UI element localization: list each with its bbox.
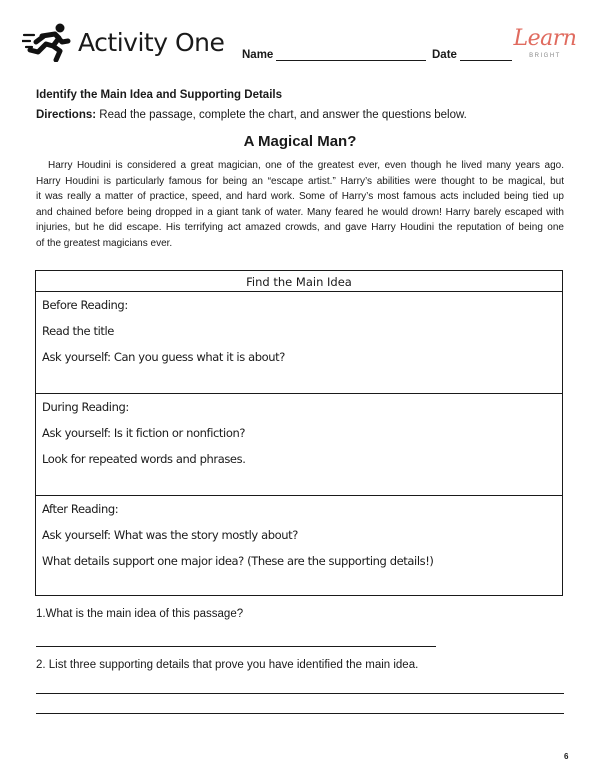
running-person-icon bbox=[22, 22, 72, 62]
directions-label: Directions: bbox=[36, 109, 97, 121]
name-label: Name bbox=[242, 49, 274, 61]
chart-row: What details support one major idea? (These are the supporting details!) bbox=[42, 554, 434, 568]
passage-line: of the greatest magicians ever. bbox=[36, 237, 173, 249]
story-title: A Magical Man? bbox=[243, 133, 357, 150]
passage-line: Harry Houdini is particularly famous for being an “escape artist.” Harry’s abilities were thought to be magical, but bbox=[36, 175, 564, 187]
directions-text: Read the passage, complete the chart, and answer the questions below. bbox=[99, 109, 467, 121]
question-1: 1.What is the main idea of this passage? bbox=[36, 608, 244, 620]
passage-line: and chained before being dropped in a giant tank of water. Many feared he would drown! Harry barely escaped with bbox=[36, 206, 564, 218]
chart-row: After Reading: bbox=[42, 502, 119, 516]
chart-row: Ask yourself: What was the story mostly about? bbox=[42, 528, 298, 542]
activity-title: Activity One bbox=[78, 28, 225, 57]
answer-2-line[interactable] bbox=[36, 713, 564, 714]
answer-1-line[interactable] bbox=[36, 646, 436, 647]
before-reading-section[interactable] bbox=[36, 291, 562, 394]
main-idea-chart bbox=[35, 270, 563, 596]
passage-line: injuries, but he did escape. His terrifying act amazed crowds, and gave Harry Houdini the reputation of being one bbox=[36, 222, 564, 234]
chart-row: Ask yourself: Is it fiction or nonfiction? bbox=[42, 426, 246, 440]
date-label: Date bbox=[432, 49, 457, 61]
name-field[interactable] bbox=[276, 60, 426, 61]
during-reading-section[interactable] bbox=[36, 394, 562, 496]
chart-row: Look for repeated words and phrases. bbox=[42, 452, 246, 466]
chart-row: Before Reading: bbox=[42, 298, 128, 312]
chart-row: Read the title bbox=[42, 324, 114, 338]
learn-bright-logo bbox=[510, 26, 580, 66]
question-2: 2. List three supporting details that prove you have identified the main idea. bbox=[36, 659, 419, 671]
passage-line: Harry Houdini is considered a great magician, one of the greatest ever, even though he lived many years ago. bbox=[48, 160, 564, 171]
answer-2-line[interactable] bbox=[36, 693, 564, 694]
chart-row: Ask yourself: Can you guess what it is about? bbox=[42, 350, 285, 364]
directions bbox=[36, 109, 467, 121]
chart-row: During Reading: bbox=[42, 400, 129, 414]
chart-heading: Find the Main Idea bbox=[36, 271, 562, 292]
story-passage bbox=[36, 158, 564, 252]
logo-word: Learn bbox=[513, 26, 577, 51]
page-number: 6 bbox=[564, 752, 569, 761]
passage-line: it was really a matter of practice, speed, and hard work. Some of Harry’s most famous acts included being tied up bbox=[36, 191, 564, 203]
subheading: Identify the Main Idea and Supporting Details bbox=[36, 89, 282, 101]
logo-tagline: BRIGHT bbox=[529, 53, 561, 59]
after-reading-section[interactable] bbox=[36, 496, 562, 596]
date-field[interactable] bbox=[460, 60, 512, 61]
